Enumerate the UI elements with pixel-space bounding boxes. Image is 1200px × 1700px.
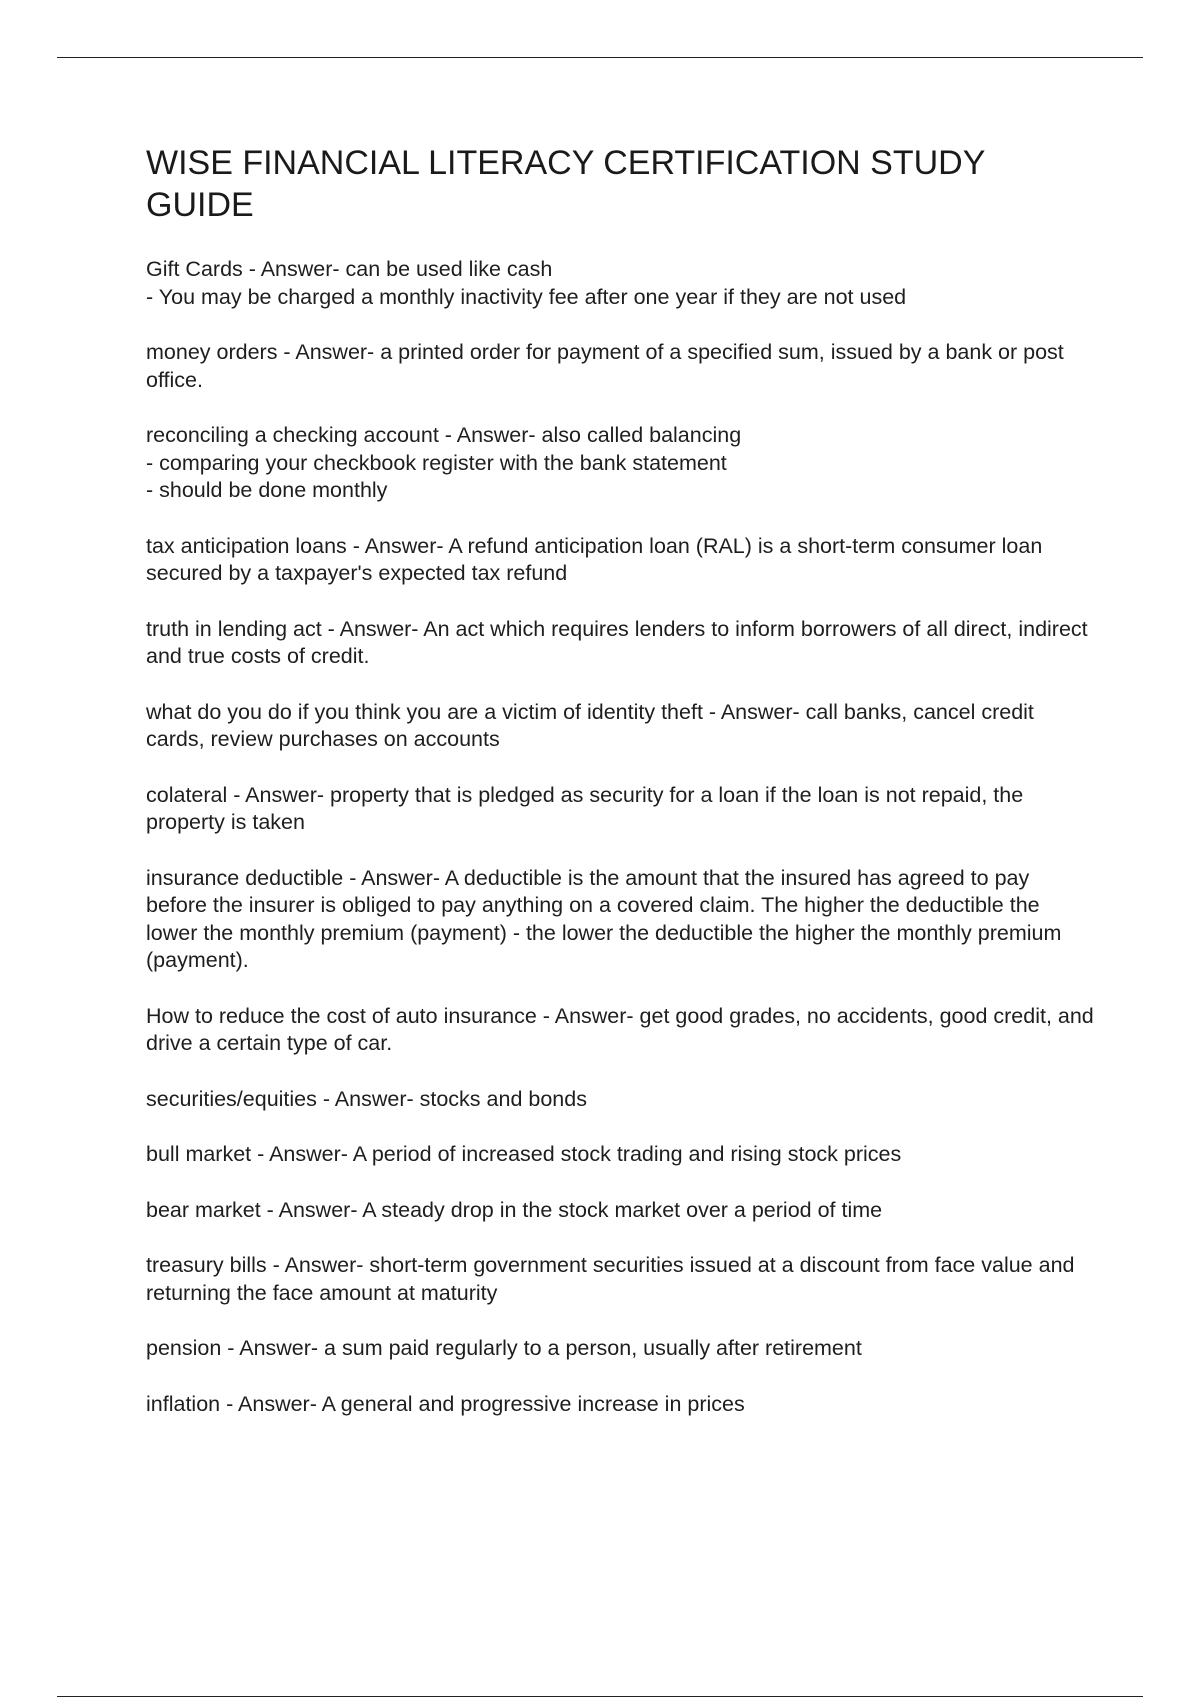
entry-treasury-bills xyxy=(146,1252,1096,1307)
entry-bull-market xyxy=(146,1141,1096,1169)
entry-line: - should be done monthly xyxy=(146,478,388,502)
entry-line: Gift Cards - Answer- can be used like cash xyxy=(146,257,553,281)
entry-tax-anticipation-loans xyxy=(146,533,1096,588)
entry-bear-market xyxy=(146,1197,1096,1225)
entry-line: securities/equities - Answer- stocks and bonds xyxy=(146,1086,587,1111)
bottom-rule xyxy=(57,1696,1143,1697)
entry-line: bear market - Answer- A steady drop in the stock market over a period of time xyxy=(146,1197,883,1222)
entry-truth-in-lending-act xyxy=(146,616,1096,671)
entry-line: treasury bills - Answer- short-term government securities issued at a discount from face value and returning the face amount at maturity xyxy=(146,1253,1081,1305)
entry-auto-insurance xyxy=(146,1003,1100,1058)
entry-insurance-deductible xyxy=(146,865,1096,975)
entry-reconciling-checking-account xyxy=(146,422,1096,505)
entry-securities-equities xyxy=(146,1086,1096,1114)
entry-colateral xyxy=(146,782,1096,837)
entry-line: bull market - Answer- A period of increased stock trading and rising stock prices xyxy=(146,1142,902,1166)
document-body xyxy=(146,142,1100,1446)
entry-line: insurance deductible - Answer- A deductible is the amount that the insured has agreed to pay before the insurer is obliged to pay anything on a covered claim. The higher the deductible the lower the monthly premium (payment) - the lower the deductible the higher the monthly premium (payment). xyxy=(146,865,1068,972)
entry-line: How to reduce the cost of auto insurance - Answer- get good grades, no accidents, good credit, and drive a certain type of car. xyxy=(146,1003,1100,1055)
entry-line: money orders - Answer- a printed order for payment of a specified sum, issued by a bank or post office. xyxy=(146,340,1070,392)
entry-line: pension - Answer- a sum paid regularly to a person, usually after retirement xyxy=(146,1336,862,1360)
entry-identity-theft xyxy=(146,699,1096,754)
entry-money-orders xyxy=(146,339,1096,394)
entry-pension xyxy=(146,1335,1096,1363)
entry-line: inflation - Answer- A general and progressive increase in prices xyxy=(146,1391,745,1416)
entry-line: - You may be charged a monthly inactivity fee after one year if they are not used xyxy=(146,284,907,309)
entry-line: colateral - Answer- property that is pledged as security for a loan if the loan is not repaid, the property is taken xyxy=(146,782,1030,834)
entry-gift-cards xyxy=(146,256,1096,311)
entry-line: tax anticipation loans - Answer- A refund anticipation loan (RAL) is a short-term consumer loan secured by a taxpayer's expected tax refund xyxy=(146,533,1049,585)
entry-line: truth in lending act - Answer- An act which requires lenders to inform borrowers of all direct, indirect and true costs of credit. xyxy=(146,616,1094,668)
document-title: WISE FINANCIAL LITERACY CERTIFICATION STUDY GUIDE xyxy=(146,144,985,224)
entry-line: reconciling a checking account - Answer- also called balancing xyxy=(146,423,742,447)
top-rule xyxy=(57,57,1143,58)
entry-line: - comparing your checkbook register with the bank statement xyxy=(146,450,727,475)
entry-line: what do you do if you think you are a victim of identity theft - Answer- call banks, cancel credit cards, review purchases on accounts xyxy=(146,699,1040,751)
entry-inflation xyxy=(146,1391,1096,1419)
